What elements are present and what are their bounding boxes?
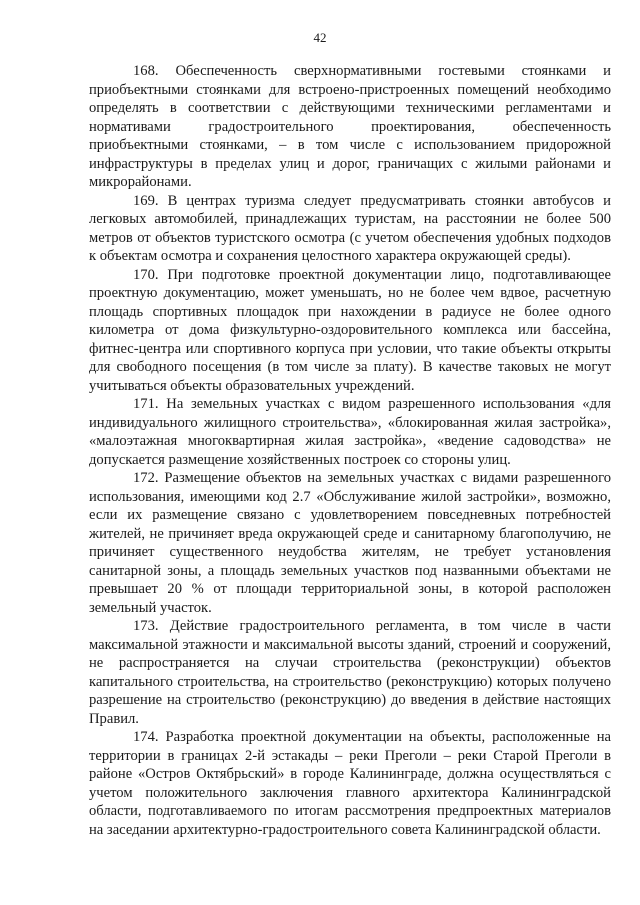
paragraph-170: 170. При подготовке проектной документации лицо, подготавливающее проектную документацию, может уменьшать, но не более чем вдвое, расчетную площадь спортивных площадок при нахождении в радиусе не более одного километра от дома физкультурно-оздоровительного комплекса или бассейна, фитнес-центра или спортивного корпуса при условии, что такие объекты открыты для свободного посещения (в том числе за плату). В качестве таковых не могут учитываться объекты образовательных учреждений. — [89, 266, 611, 394]
page-number: 42 — [313, 30, 327, 45]
paragraph-171: 171. На земельных участках с видом разрешенного использования «для индивидуального жилищного строительства», «блокированная жилая застройка», «малоэтажная многоквартирная жилая застройка», «ведение садоводства» не допускается размещение хозяйственных построек со стороны улиц. — [89, 396, 611, 468]
document-body — [89, 62, 611, 839]
paragraph-174: 174. Разработка проектной документации на объекты, расположенные на территории в границах 2-й эстакады – реки Преголи – реки Старой Преголи в районе «Остров Октябрьский» в городе Калининграде, должна осуществляться с учетом положительного заключения главного архитектора Калининградской области, подготавливаемого по итогам рассмотрения предпроектных материалов на заседании архитектурно-градостроительного совета Калининградской области. — [89, 729, 611, 838]
paragraph-169: 169. В центрах туризма следует предусматривать стоянки автобусов и легковых автомобилей, принадлежащих туристам, на расстоянии не более 500 метров от объектов туристского осмотра (с учетом обеспечения удобных подходов к объектам осмотра и сохранения целостного характера окружающей среды). — [89, 192, 611, 264]
paragraph-172: 172. Размещение объектов на земельных участках с видами разрешенного использования, имеющими код 2.7 «Обслуживание жилой застройки», возможно, если их размещение связано с удовлетворением повседневных потребностей жителей, не причиняет вреда окружающей среде и санитарному благополучию, не причиняет существенного неудобства жителям, не требует установления санитарной зоны, а площадь земельных участков под названными объектами не превышает 20 % от площади территориальной зоны, в которой расположен земельный участок. — [89, 470, 611, 616]
paragraph-168: 168. Обеспеченность сверхнормативными гостевыми стоянками и приобъектными стоянками для встроено-пристроенных помещений необходимо определять в соответствии с действующими техническими регламентами и нормативами градостроительного проектирования, обеспеченность приобъектными стоянками, – в том числе с использованием придорожной инфраструктуры в пределах улиц и дорог, граничащих с жилыми районами и микрорайонами. — [89, 63, 611, 190]
paragraph-173: 173. Действие градостроительного регламента, в том числе в части максимальной этажности и максимальной высоты зданий, строений и сооружений, не распространяется на случаи строительства (реконструкции) объектов капитального строительства, на строительство (реконструкцию) которых получено разрешение на строительство (реконструкцию) до введения в действие настоящих Правил. — [89, 618, 611, 727]
